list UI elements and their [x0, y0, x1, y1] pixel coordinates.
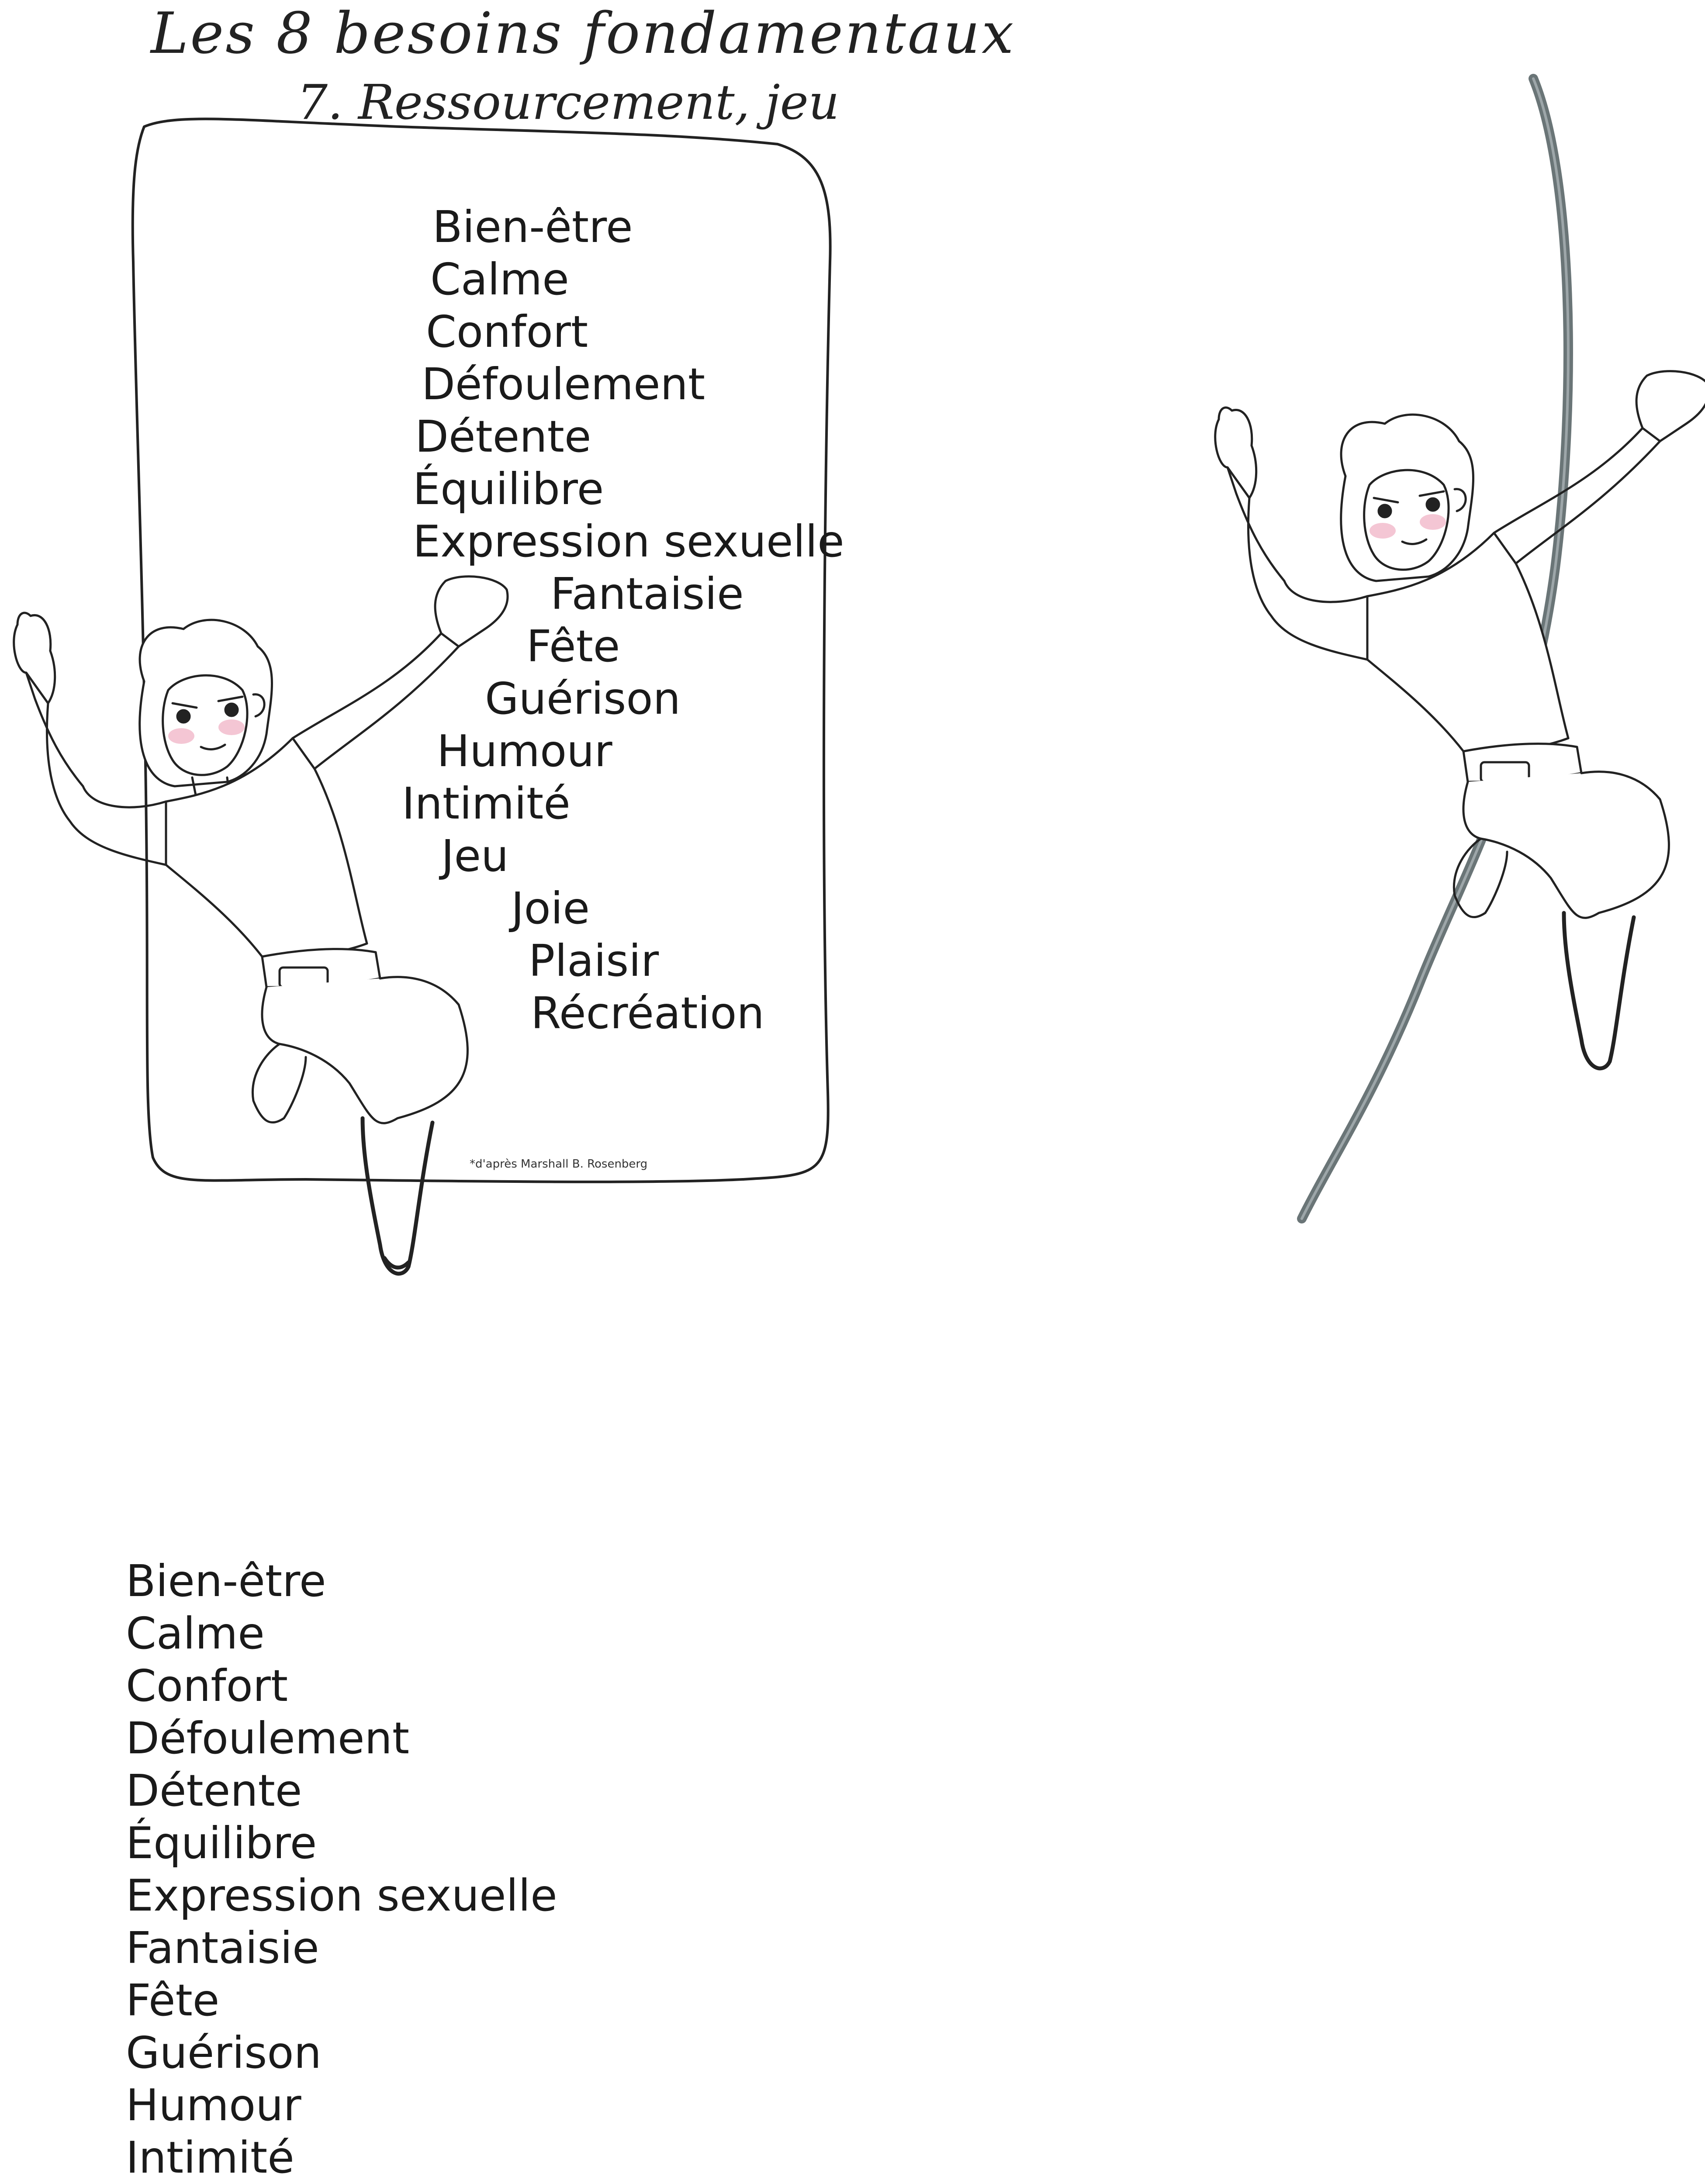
- framed-need-item: Équilibre: [413, 463, 604, 515]
- framed-need-item: Bien-être: [432, 201, 633, 252]
- framed-need-item: Fête: [526, 621, 620, 672]
- plain-need-item: Fantaisie: [126, 1922, 319, 1973]
- credit-note: *d'après Marshall B. Rosenberg: [470, 1158, 648, 1171]
- plain-need-item: Intimité: [126, 2132, 294, 2183]
- framed-need-item: Humour: [437, 726, 612, 777]
- plain-need-item: Détente: [126, 1765, 302, 1816]
- framed-need-item: Expression sexuelle: [413, 516, 844, 567]
- framed-need-item: Guérison: [485, 673, 681, 724]
- plain-need-item: Expression sexuelle: [126, 1870, 557, 1921]
- framed-need-item: Jeu: [441, 830, 509, 881]
- chapter-subtitle: 7. Ressourcement, jeu: [297, 74, 840, 130]
- plain-need-item: Défoulement: [126, 1713, 410, 1764]
- series-title: Les 8 besoins fondamentaux: [151, 0, 1016, 66]
- framed-need-item: Défoulement: [422, 359, 706, 410]
- framed-need-item: Calme: [430, 254, 569, 305]
- framed-need-item: Plaisir: [529, 935, 659, 986]
- plain-need-item: Guérison: [126, 2027, 322, 2078]
- plain-needs-list: [126, 1555, 557, 2184]
- framed-need-item: Fantaisie: [550, 568, 744, 619]
- framed-need-item: Récréation: [531, 988, 764, 1039]
- plain-need-item: Équilibre: [126, 1818, 317, 1869]
- framed-need-item: Intimité: [402, 778, 571, 829]
- plain-need-item: Fête: [126, 1975, 220, 2026]
- plain-need-item: Calme: [126, 1608, 265, 1659]
- plain-need-item: Confort: [126, 1660, 288, 1711]
- framed-need-item: Joie: [511, 883, 590, 934]
- framed-need-item: Confort: [426, 306, 588, 357]
- plain-need-item: Humour: [126, 2080, 301, 2131]
- plain-need-item: Bien-être: [126, 1555, 326, 1607]
- framed-need-item: Détente: [415, 411, 591, 462]
